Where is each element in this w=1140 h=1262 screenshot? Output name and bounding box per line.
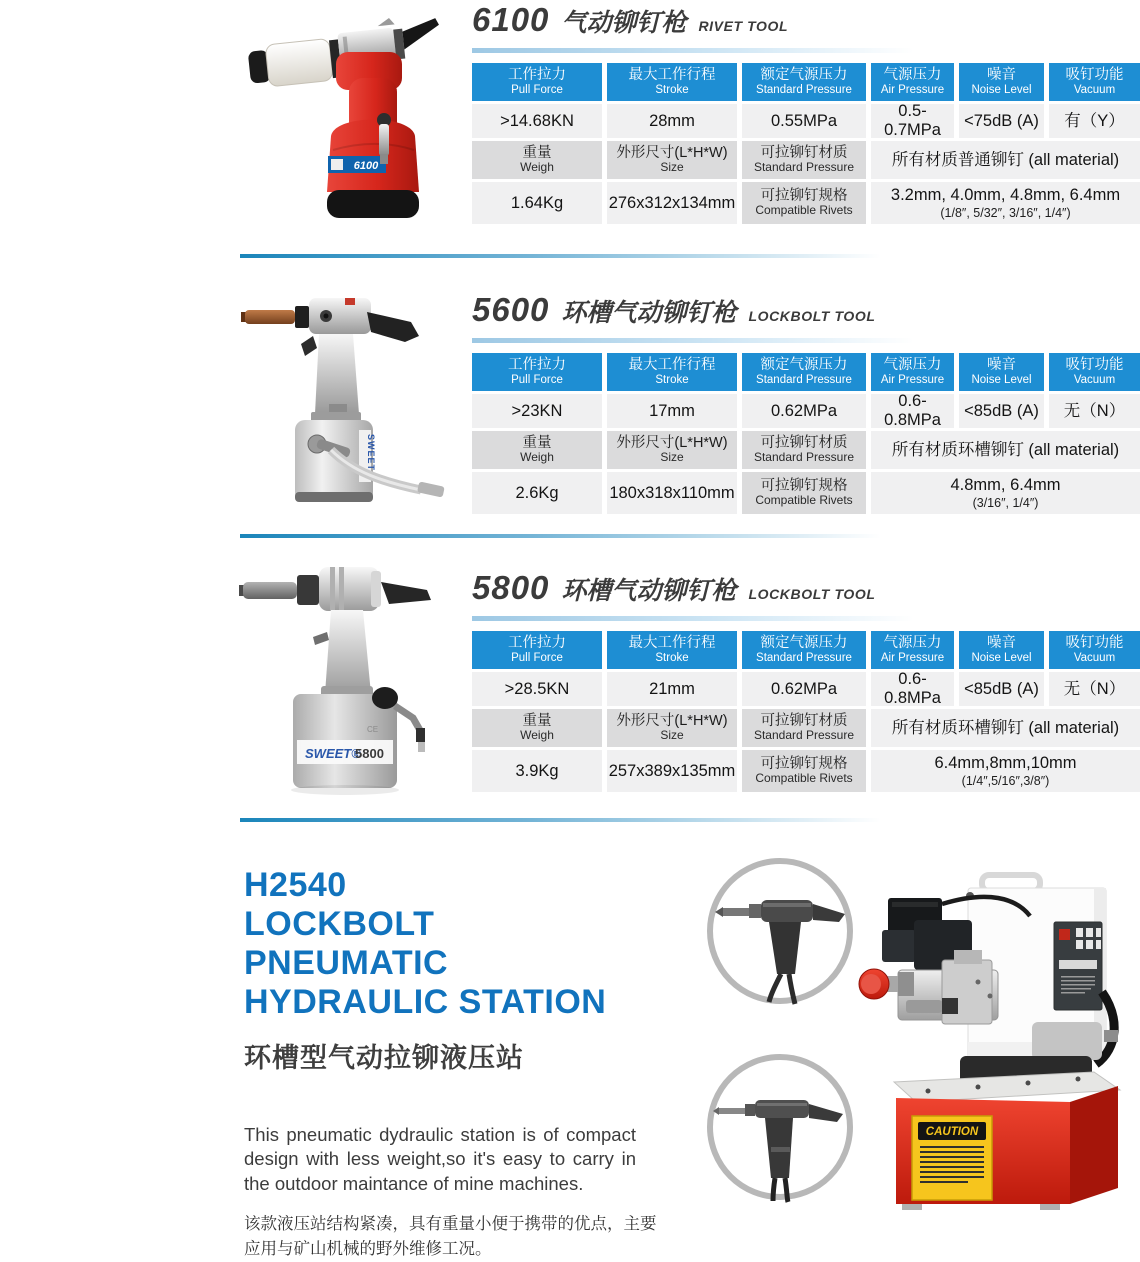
label-rivet-material — [742, 141, 866, 179]
spec-header-standard-pressure — [742, 631, 866, 669]
label-cn: 重量 — [522, 144, 552, 161]
label-en: Standard Pressure — [753, 160, 855, 175]
model-label-text: 5800 — [355, 746, 384, 761]
header-cn: 工作拉力 — [508, 634, 566, 651]
header-en: Pull Force — [511, 83, 563, 96]
label-size — [607, 431, 737, 469]
label-en: Standard Pressure — [753, 728, 855, 743]
label-cn: 可拉铆钉规格 — [760, 187, 848, 204]
section-6100 — [472, 2, 1140, 224]
tool-type-english: RIVET TOOL — [698, 18, 789, 34]
station-description-english: This pneumatic dydraulic station is of compact design with less weight,so it's easy to carry in the outdoor maintance of mine machines. — [244, 1124, 636, 1194]
header-en: Air Pressure — [880, 651, 945, 664]
header-en: Stroke — [655, 373, 689, 386]
model-label-text: 6100 — [353, 160, 379, 172]
handle-lever — [367, 312, 419, 342]
spec-header-pull-force — [472, 63, 602, 101]
value-vacuum: 有（Y） — [1049, 104, 1140, 138]
value-noise-level: <75dB (A) — [959, 104, 1044, 138]
spec-header-noise-level — [959, 631, 1044, 669]
hydraulic-station-illustration — [858, 872, 1140, 1219]
hose — [785, 1178, 788, 1202]
section-divider — [240, 254, 968, 258]
label-cn: 外形尺寸(L*H*W) — [616, 434, 728, 451]
label-compatible-rivets — [742, 750, 866, 792]
side-lever — [313, 632, 329, 645]
value-pull-force: >14.68KN — [472, 104, 602, 138]
section-5800 — [472, 570, 1140, 792]
mandrel-bottle — [265, 38, 333, 86]
value-compatible-rivets — [871, 472, 1140, 514]
value-stroke: 21mm — [607, 672, 737, 706]
header-en: Standard Pressure — [756, 651, 852, 664]
header-cn: 吸钉功能 — [1065, 66, 1124, 83]
inset-tool-illustration — [705, 1051, 855, 1203]
base-cap — [327, 190, 419, 218]
hydraulic-station-photo — [858, 872, 1140, 1224]
tool-inset-photo-top — [705, 856, 855, 1011]
tool-model-number: 5800 — [472, 569, 550, 606]
label-rivet-material — [742, 709, 866, 747]
header-cn: 额定气源压力 — [760, 634, 848, 651]
label-en: Size — [660, 728, 684, 743]
value-weight: 2.6Kg — [472, 472, 602, 514]
value-size: 276x312x134mm — [607, 182, 737, 224]
value-size: 257x389x135mm — [607, 750, 737, 792]
tool-section-title — [472, 570, 1140, 612]
spec-header-vacuum — [1049, 63, 1140, 101]
header-en: Standard Pressure — [756, 373, 852, 386]
spec-header-pull-force — [472, 353, 602, 391]
value-air-pressure: 0.6-0.8MPa — [871, 394, 954, 428]
spec-table — [472, 63, 1140, 224]
body-column — [325, 610, 371, 694]
header-en: Standard Pressure — [756, 83, 852, 96]
trigger — [301, 336, 317, 356]
label-en: Standard Pressure — [753, 450, 855, 465]
label-cn: 可拉铆钉材质 — [760, 712, 848, 729]
label-compatible-rivets — [742, 472, 866, 514]
spec-header-air-pressure — [871, 353, 954, 391]
rivet-sizes-inch: (3/16″, 1/4″) — [972, 495, 1039, 510]
label-cn: 重量 — [522, 434, 552, 451]
station-title-line1: LOCKBOLT PNEUMATIC — [244, 905, 449, 982]
label-en: Weigh — [520, 160, 554, 175]
spindle — [719, 1108, 745, 1114]
spec-header-standard-pressure — [742, 353, 866, 391]
header-cn: 气源压力 — [883, 66, 942, 83]
value-pull-force: >23KN — [472, 394, 602, 428]
spec-header-noise-level — [959, 63, 1044, 101]
pulling-head-tube — [245, 310, 295, 324]
tool-type-english: LOCKBOLT TOOL — [748, 586, 876, 602]
tool-body — [327, 52, 419, 218]
section-divider — [240, 818, 968, 822]
section-divider — [240, 534, 968, 538]
spec-header-stroke — [607, 63, 737, 101]
label-en: Compatible Rivets — [755, 493, 853, 508]
header-cn: 最大工作行程 — [628, 634, 716, 651]
spec-table — [472, 631, 1140, 792]
header-en: Pull Force — [511, 651, 563, 664]
rivet-tool-6100-illustration — [233, 4, 468, 229]
station-model: H2540 — [244, 866, 347, 904]
caution-label — [912, 1116, 992, 1200]
value-noise-level: <85dB (A) — [959, 394, 1044, 428]
inset-tool-illustration — [705, 856, 855, 1006]
header-cn: 噪音 — [987, 634, 1016, 651]
label-cn: 外形尺寸(L*H*W) — [616, 712, 728, 729]
header-cn: 最大工作行程 — [628, 66, 716, 83]
label-rivet-material — [742, 431, 866, 469]
tool-body — [755, 1100, 809, 1118]
value-vacuum: 无（N） — [1049, 672, 1140, 706]
value-weight: 1.64Kg — [472, 182, 602, 224]
lockbolt-tool-5800-illustration — [233, 558, 468, 798]
air-valve-stem — [379, 124, 389, 156]
value-compatible-rivets — [871, 182, 1140, 224]
brand-label-text: SWEET® — [305, 746, 361, 761]
value-weight: 3.9Kg — [472, 750, 602, 792]
section-5600 — [472, 292, 1140, 514]
value-rivet-material: 所有材质环槽铆钉 (all material) — [871, 431, 1140, 469]
value-air-pressure: 0.5-0.7MPa — [871, 104, 954, 138]
hose-coupler — [417, 481, 445, 497]
tool-model-number: 6100 — [472, 1, 550, 38]
nosepiece-tip — [401, 18, 441, 50]
station-section — [244, 866, 657, 1262]
spec-header-noise-level — [959, 353, 1044, 391]
station-title-line2: HYDRAULIC STATION — [244, 983, 607, 1021]
label-en: Weigh — [520, 728, 554, 743]
tool-model-number: 5600 — [472, 291, 550, 328]
header-cn: 气源压力 — [883, 356, 942, 373]
spec-header-vacuum — [1049, 353, 1140, 391]
tool-section-title — [472, 2, 1140, 44]
spec-table — [472, 353, 1140, 514]
header-en: Vacuum — [1073, 83, 1116, 96]
label-en: Size — [660, 450, 684, 465]
label-weight — [472, 431, 602, 469]
body-column — [315, 334, 359, 414]
label-cn: 可拉铆钉规格 — [760, 477, 848, 494]
header-en: Noise Level — [971, 83, 1032, 96]
header-en: Noise Level — [971, 373, 1032, 386]
label-size — [607, 141, 737, 179]
value-noise-level: <85dB (A) — [959, 672, 1044, 706]
label-weight — [472, 709, 602, 747]
header-en: Noise Level — [971, 651, 1032, 664]
value-standard-pressure: 0.62MPa — [742, 672, 866, 706]
tool-name-chinese: 环槽气动铆钉枪 — [561, 299, 737, 327]
header-cn: 工作拉力 — [508, 356, 566, 373]
product-photo-5600 — [233, 286, 468, 521]
header-en: Vacuum — [1073, 651, 1116, 664]
product-photo-6100 — [233, 4, 468, 234]
header-cn: 额定气源压力 — [760, 356, 848, 373]
header-en: Air Pressure — [880, 373, 945, 386]
label-compatible-rivets — [742, 182, 866, 224]
spec-header-vacuum — [1049, 631, 1140, 669]
tool-head — [309, 298, 371, 334]
tool-inset-photo-bottom — [705, 1051, 855, 1208]
value-size: 180x318x110mm — [607, 472, 737, 514]
value-air-pressure: 0.6-0.8MPa — [871, 672, 954, 706]
brand-label-text: SWEET — [366, 434, 376, 472]
value-rivet-material: 所有材质普通铆钉 (all material) — [871, 141, 1140, 179]
label-en: Size — [660, 160, 684, 175]
header-cn: 工作拉力 — [508, 66, 566, 83]
label-size — [607, 709, 737, 747]
label-cn: 外形尺寸(L*H*W) — [616, 144, 728, 161]
rivet-sizes-mm: 6.4mm,8mm,10mm — [934, 753, 1077, 772]
value-standard-pressure: 0.62MPa — [742, 394, 866, 428]
header-cn: 吸钉功能 — [1065, 634, 1124, 651]
header-en: Air Pressure — [880, 83, 945, 96]
tool-name-chinese: 环槽气动铆钉枪 — [561, 577, 737, 605]
spec-header-stroke — [607, 353, 737, 391]
value-compatible-rivets — [871, 750, 1140, 792]
rivet-sizes-mm: 4.8mm, 6.4mm — [950, 475, 1061, 494]
title-underline — [472, 48, 914, 53]
header-cn: 噪音 — [987, 66, 1016, 83]
tool-type-english: LOCKBOLT TOOL — [748, 308, 876, 324]
caution-text: CAUTION — [925, 1126, 979, 1138]
value-vacuum: 无（N） — [1049, 394, 1140, 428]
spec-header-air-pressure — [871, 63, 954, 101]
hose — [773, 1178, 775, 1201]
ce-mark-text: CE — [367, 725, 379, 734]
value-pull-force: >28.5KN — [472, 672, 602, 706]
label-en: Weigh — [520, 450, 554, 465]
label-cn: 重量 — [522, 712, 552, 729]
value-stroke: 17mm — [607, 394, 737, 428]
label-cn: 可拉铆钉材质 — [760, 144, 848, 161]
tool-section-title — [472, 292, 1140, 334]
value-standard-pressure: 0.55MPa — [742, 104, 866, 138]
header-en: Stroke — [655, 651, 689, 664]
station-subtitle-chinese: 环槽型气动拉铆液压站 — [244, 1043, 524, 1073]
lockbolt-tool-5600-illustration — [233, 286, 468, 516]
rivet-sizes-mm: 3.2mm, 4.0mm, 4.8mm, 6.4mm — [890, 185, 1121, 204]
spec-header-pull-force — [472, 631, 602, 669]
header-cn: 噪音 — [987, 356, 1016, 373]
label-cn: 可拉铆钉规格 — [760, 755, 848, 772]
label-cn: 可拉铆钉材质 — [760, 434, 848, 451]
title-underline — [472, 338, 914, 343]
header-cn: 气源压力 — [883, 634, 942, 651]
spindle — [723, 908, 753, 916]
product-photo-5800 — [233, 558, 468, 803]
spec-header-air-pressure — [871, 631, 954, 669]
spec-header-standard-pressure — [742, 63, 866, 101]
tool-head — [319, 567, 379, 611]
handle-lever — [381, 582, 431, 604]
cylinder-bell — [327, 120, 419, 193]
title-underline — [472, 616, 914, 621]
tool-name-chinese: 气动铆钉枪 — [561, 9, 687, 37]
header-cn: 最大工作行程 — [628, 356, 716, 373]
knob — [372, 687, 398, 709]
name-plate — [1054, 922, 1102, 1010]
rivet-sizes-inch: (1/4″,5/16″,3/8″) — [961, 773, 1050, 788]
header-en: Vacuum — [1073, 373, 1116, 386]
rivet-sizes-inch: (1/8″, 5/32″, 3/16″, 1/4″) — [940, 205, 1071, 220]
value-rivet-material: 所有材质环槽铆钉 (all material) — [871, 709, 1140, 747]
label-weight — [472, 141, 602, 179]
spec-header-stroke — [607, 631, 737, 669]
header-en: Pull Force — [511, 373, 563, 386]
header-cn: 吸钉功能 — [1065, 356, 1124, 373]
label-en: Compatible Rivets — [755, 203, 853, 218]
header-cn: 额定气源压力 — [760, 66, 848, 83]
station-description-chinese: 该款液压站结构紧凑，具有重量小便于携带的优点，主要应用与矿山机械的野外维修工况。 — [244, 1215, 657, 1258]
label-en: Compatible Rivets — [755, 771, 853, 786]
value-stroke: 28mm — [607, 104, 737, 138]
header-en: Stroke — [655, 83, 689, 96]
pulling-head-tube — [243, 582, 297, 599]
